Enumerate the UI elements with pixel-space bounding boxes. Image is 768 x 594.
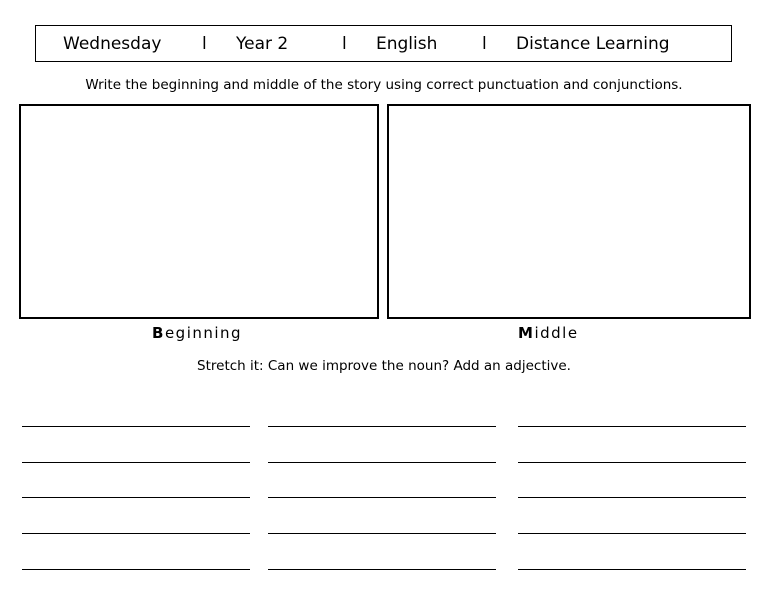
middle-writing-box[interactable] [387, 104, 751, 319]
writing-line[interactable] [22, 462, 250, 463]
writing-line[interactable] [268, 462, 496, 463]
writing-line[interactable] [518, 569, 746, 570]
middle-caption [518, 324, 579, 342]
header-separator: l [202, 34, 207, 54]
caption-initial: M [518, 324, 535, 342]
writing-line[interactable] [518, 462, 746, 463]
writing-line[interactable] [268, 533, 496, 534]
beginning-writing-box[interactable] [19, 104, 379, 319]
writing-line[interactable] [22, 497, 250, 498]
header-mode: Distance Learning [516, 34, 670, 54]
beginning-caption [152, 324, 242, 342]
caption-text: iddle [534, 324, 579, 342]
header-year: Year 2 [236, 34, 289, 54]
writing-line[interactable] [518, 533, 746, 534]
header-day: Wednesday [63, 34, 162, 54]
writing-line[interactable] [22, 569, 250, 570]
writing-line[interactable] [22, 426, 250, 427]
writing-line[interactable] [22, 533, 250, 534]
writing-line[interactable] [268, 497, 496, 498]
caption-text: eginning [164, 324, 243, 342]
task-instruction: Write the beginning and middle of the story using correct punctuation and conjunctions. [85, 77, 683, 93]
header-separator: l [342, 34, 347, 54]
stretch-instruction: Stretch it: Can we improve the noun? Add an adjective. [197, 358, 571, 374]
writing-line[interactable] [268, 426, 496, 427]
worksheet-header [35, 25, 732, 62]
writing-line[interactable] [518, 497, 746, 498]
caption-initial: B [152, 324, 165, 342]
header-subject: English [376, 34, 438, 54]
writing-line[interactable] [268, 569, 496, 570]
header-separator: l [482, 34, 487, 54]
writing-line[interactable] [518, 426, 746, 427]
